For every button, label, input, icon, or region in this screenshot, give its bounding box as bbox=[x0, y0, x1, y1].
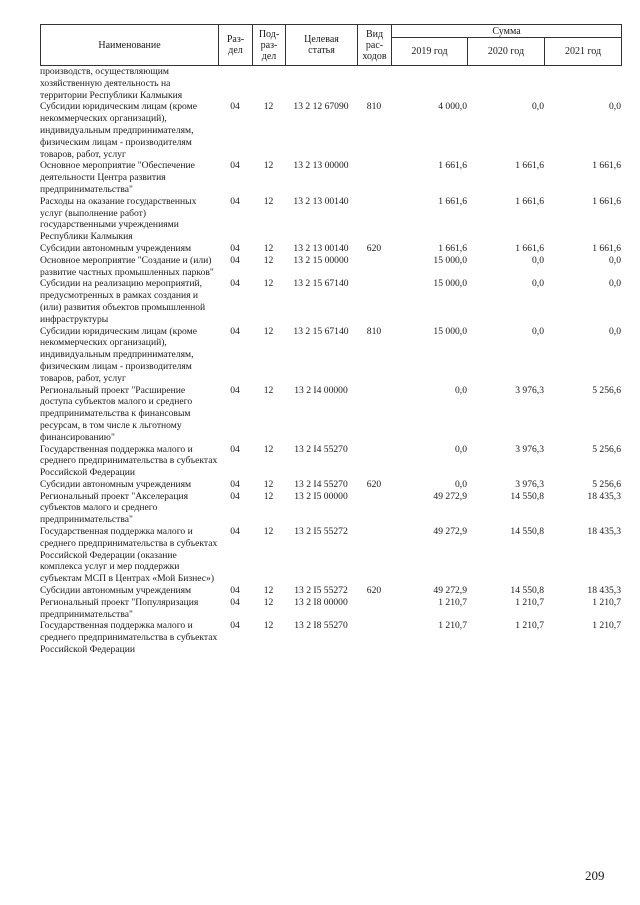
row-sum-2019: 49 272,9 bbox=[433, 585, 467, 597]
row-sum-2021: 5 256,6 bbox=[592, 443, 621, 455]
row-name: Государственная поддержка малого и среднего предпринимательства в субъектах Российской Федерации (оказание комплекса услуг и мер поддержки субъектам МСП в Центрах «Мой Бизнес») bbox=[40, 526, 218, 585]
row-vid bbox=[357, 255, 391, 279]
row-razdel: 04 bbox=[230, 254, 240, 266]
row-razdel: 04 bbox=[230, 325, 240, 337]
row-vid bbox=[357, 597, 391, 621]
row-sum-2019: 1 661,6 bbox=[438, 160, 467, 172]
row-sum-2019: 0,0 bbox=[455, 384, 467, 396]
row-sum-2019: 49 272,9 bbox=[433, 490, 467, 502]
row-name: Субсидии автономным учреждениям bbox=[40, 242, 192, 254]
row-name: Расходы на оказание государственных услуг (выполнение работ) государственными учреждениями Республики Калмыкия bbox=[40, 195, 197, 243]
row-podrazdel: 12 bbox=[263, 490, 274, 502]
row-podrazdel: 12 bbox=[263, 160, 274, 172]
row-name: Субсидии автономным учреждениям bbox=[40, 585, 192, 597]
row-podrazdel: 12 bbox=[263, 443, 274, 455]
row-vid bbox=[357, 620, 391, 655]
row-sum-2021: 1 661,6 bbox=[592, 195, 621, 207]
table-row bbox=[40, 160, 621, 195]
row-podrazdel bbox=[252, 66, 285, 101]
row-target: 13 2 I8 00000 bbox=[294, 596, 348, 608]
header-sum: Сумма bbox=[392, 25, 622, 38]
row-sum-2019: 0,0 bbox=[455, 443, 467, 455]
row-name: Субсидии на реализацию мероприятий, предусмотренных в рамках создания и (или) развития объектов промышленной инфраструктуры bbox=[40, 278, 206, 325]
row-razdel: 04 bbox=[230, 478, 240, 490]
row-sum-2020: 1 210,7 bbox=[515, 620, 544, 632]
row-target: 13 2 I4 00000 bbox=[294, 384, 348, 396]
row-vid bbox=[357, 278, 391, 325]
row-name: Государственная поддержка малого и среднего предпринимательства в субъектах Российской Федерации bbox=[40, 620, 218, 656]
table-row bbox=[40, 597, 621, 621]
row-sum-2020: 14 550,8 bbox=[510, 585, 544, 597]
row-vid: 620 bbox=[366, 478, 382, 490]
row-razdel: 04 bbox=[230, 620, 240, 632]
table-row bbox=[40, 620, 621, 655]
row-vid bbox=[357, 491, 391, 526]
row-sum-2021: 0,0 bbox=[609, 101, 621, 113]
table-row bbox=[40, 66, 621, 101]
row-podrazdel: 12 bbox=[263, 325, 274, 337]
row-sum-2020: 14 550,8 bbox=[510, 526, 544, 538]
row-name: Государственная поддержка малого и среднего предпринимательства в субъектах Российской Федерации bbox=[40, 443, 218, 479]
header-2021: 2021 год bbox=[545, 38, 622, 66]
row-razdel: 04 bbox=[230, 278, 240, 290]
row-vid bbox=[357, 66, 391, 101]
row-podrazdel: 12 bbox=[263, 526, 274, 538]
row-target: 13 2 I5 00000 bbox=[294, 490, 348, 502]
row-target: 13 2 I5 55272 bbox=[294, 526, 348, 538]
row-sum-2020: 0,0 bbox=[532, 254, 544, 266]
row-target: 13 2 I4 55270 bbox=[294, 443, 348, 455]
row-razdel: 04 bbox=[230, 160, 240, 172]
row-sum-2019: 0,0 bbox=[455, 478, 467, 490]
header-razdel: Раз- дел bbox=[219, 25, 253, 66]
row-sum-2019: 15 000,0 bbox=[433, 325, 467, 337]
row-sum-2019: 1 661,6 bbox=[438, 242, 467, 254]
row-sum-2019: 4 000,0 bbox=[438, 101, 467, 113]
row-sum-2020 bbox=[467, 66, 544, 101]
row-target: 13 2 13 00140 bbox=[293, 242, 349, 254]
header-vid: Вид рас- ходов bbox=[358, 25, 392, 66]
table-row bbox=[40, 278, 621, 325]
row-podrazdel: 12 bbox=[263, 101, 274, 113]
row-name: Субсидии юридическим лицам (кроме некоммерческих организаций), индивидуальным предпринимателям, физическим лицам - производителям товаров, работ, услуг bbox=[40, 101, 197, 160]
row-vid: 810 bbox=[366, 101, 382, 113]
row-vid bbox=[357, 196, 391, 243]
row-podrazdel: 12 bbox=[263, 195, 274, 207]
row-target: 13 2 I8 55270 bbox=[294, 620, 348, 632]
row-razdel: 04 bbox=[230, 195, 240, 207]
row-sum-2021: 18 435,3 bbox=[587, 490, 621, 502]
header-podrazdel: Под- раз- дел bbox=[253, 25, 286, 66]
row-sum-2019 bbox=[391, 66, 467, 101]
row-podrazdel: 12 bbox=[263, 254, 274, 266]
header-2019: 2019 год bbox=[392, 38, 468, 66]
page-number: 209 bbox=[585, 868, 605, 883]
row-sum-2019: 1 210,7 bbox=[438, 596, 467, 608]
row-sum-2019: 1 210,7 bbox=[438, 620, 467, 632]
row-target: 13 2 12 67090 bbox=[293, 101, 349, 113]
row-target: 13 2 I4 55270 bbox=[294, 478, 348, 490]
row-podrazdel: 12 bbox=[263, 596, 274, 608]
row-target: 13 2 I5 55272 bbox=[294, 585, 348, 597]
row-sum-2020: 0,0 bbox=[532, 101, 544, 113]
table-row bbox=[40, 526, 621, 585]
table-row bbox=[40, 585, 621, 597]
budget-table bbox=[40, 66, 621, 656]
table-row bbox=[40, 196, 621, 243]
header-name: Наименование bbox=[41, 25, 219, 66]
table-row bbox=[40, 101, 621, 160]
row-podrazdel: 12 bbox=[263, 620, 274, 632]
row-target: 13 2 15 00000 bbox=[293, 254, 349, 266]
row-name: производств, осуществляющим хозяйственную деятельность на территории Республики Калмыкия bbox=[40, 66, 183, 101]
row-sum-2021: 0,0 bbox=[609, 325, 621, 337]
row-target: 13 2 13 00000 bbox=[293, 160, 349, 172]
row-podrazdel: 12 bbox=[263, 242, 274, 254]
row-sum-2020: 1 661,6 bbox=[515, 195, 544, 207]
row-name: Основное мероприятие "Создание и (или) развитие частных промышленных парков" bbox=[40, 254, 214, 278]
row-sum-2020: 14 550,8 bbox=[510, 490, 544, 502]
row-sum-2020: 0,0 bbox=[532, 278, 544, 290]
row-razdel: 04 bbox=[230, 490, 240, 502]
table-row bbox=[40, 255, 621, 279]
row-sum-2021: 18 435,3 bbox=[587, 585, 621, 597]
table-row bbox=[40, 491, 621, 526]
row-podrazdel: 12 bbox=[263, 478, 274, 490]
row-vid bbox=[357, 160, 391, 195]
row-vid bbox=[357, 526, 391, 585]
table-row bbox=[40, 444, 621, 479]
table-row bbox=[40, 243, 621, 255]
row-vid bbox=[357, 444, 391, 479]
row-sum-2021: 1 210,7 bbox=[592, 596, 621, 608]
row-razdel: 04 bbox=[230, 596, 240, 608]
row-sum-2019: 15 000,0 bbox=[433, 254, 467, 266]
row-vid bbox=[357, 385, 391, 444]
row-vid: 620 bbox=[366, 242, 382, 254]
row-razdel: 04 bbox=[230, 242, 240, 254]
row-target: 13 2 13 00140 bbox=[293, 195, 349, 207]
row-razdel: 04 bbox=[230, 585, 240, 597]
row-sum-2019: 15 000,0 bbox=[433, 278, 467, 290]
row-sum-2019: 49 272,9 bbox=[433, 526, 467, 538]
row-target: 13 2 15 67140 bbox=[293, 278, 349, 290]
row-target bbox=[285, 66, 357, 101]
row-name: Субсидии автономным учреждениям bbox=[40, 478, 192, 490]
row-sum-2021: 5 256,6 bbox=[592, 384, 621, 396]
row-sum-2021: 1 661,6 bbox=[592, 242, 621, 254]
row-sum-2019: 1 661,6 bbox=[438, 195, 467, 207]
row-sum-2021: 0,0 bbox=[609, 278, 621, 290]
row-sum-2020: 3 976,3 bbox=[515, 478, 544, 490]
row-name: Основное мероприятие "Обеспечение деятельности Центра развития предпринимательства" bbox=[40, 160, 195, 195]
table-header bbox=[40, 24, 622, 66]
table-row bbox=[40, 479, 621, 491]
row-sum-2020: 1 210,7 bbox=[515, 596, 544, 608]
row-vid: 810 bbox=[366, 325, 382, 337]
row-sum-2020: 3 976,3 bbox=[515, 443, 544, 455]
row-name: Региональный проект "Популяризация предпринимательства" bbox=[40, 596, 199, 620]
row-name: Региональный проект "Расширение доступа субъектов малого и среднего предпринимательства к финансовым ресурсам, в том числе к льготному финансированию" bbox=[40, 384, 193, 443]
row-sum-2021: 18 435,3 bbox=[587, 526, 621, 538]
row-sum-2021: 1 661,6 bbox=[592, 160, 621, 172]
row-sum-2020: 1 661,6 bbox=[515, 242, 544, 254]
row-razdel bbox=[218, 66, 252, 101]
header-target: Целевая статья bbox=[286, 25, 358, 66]
row-vid: 620 bbox=[366, 585, 382, 597]
row-name: Региональный проект "Акселерация субъектов малого и среднего предпринимательства" bbox=[40, 490, 188, 526]
row-sum-2020: 0,0 bbox=[532, 325, 544, 337]
row-razdel: 04 bbox=[230, 384, 240, 396]
row-sum-2021 bbox=[544, 66, 621, 101]
table-row bbox=[40, 385, 621, 444]
row-target: 13 2 15 67140 bbox=[293, 325, 349, 337]
header-2020: 2020 год bbox=[468, 38, 545, 66]
row-podrazdel: 12 bbox=[263, 278, 274, 290]
row-podrazdel: 12 bbox=[263, 585, 274, 597]
row-name: Субсидии юридическим лицам (кроме некоммерческих организаций), индивидуальным предпринимателям, физическим лицам - производителям товаров, работ, услуг bbox=[40, 325, 197, 384]
row-razdel: 04 bbox=[230, 526, 240, 538]
row-sum-2020: 1 661,6 bbox=[515, 160, 544, 172]
row-sum-2021: 1 210,7 bbox=[592, 620, 621, 632]
row-sum-2021: 5 256,6 bbox=[592, 478, 621, 490]
table-row bbox=[40, 326, 621, 385]
row-podrazdel: 12 bbox=[263, 384, 274, 396]
row-razdel: 04 bbox=[230, 443, 240, 455]
row-razdel: 04 bbox=[230, 101, 240, 113]
row-sum-2021: 0,0 bbox=[609, 254, 621, 266]
row-sum-2020: 3 976,3 bbox=[515, 384, 544, 396]
